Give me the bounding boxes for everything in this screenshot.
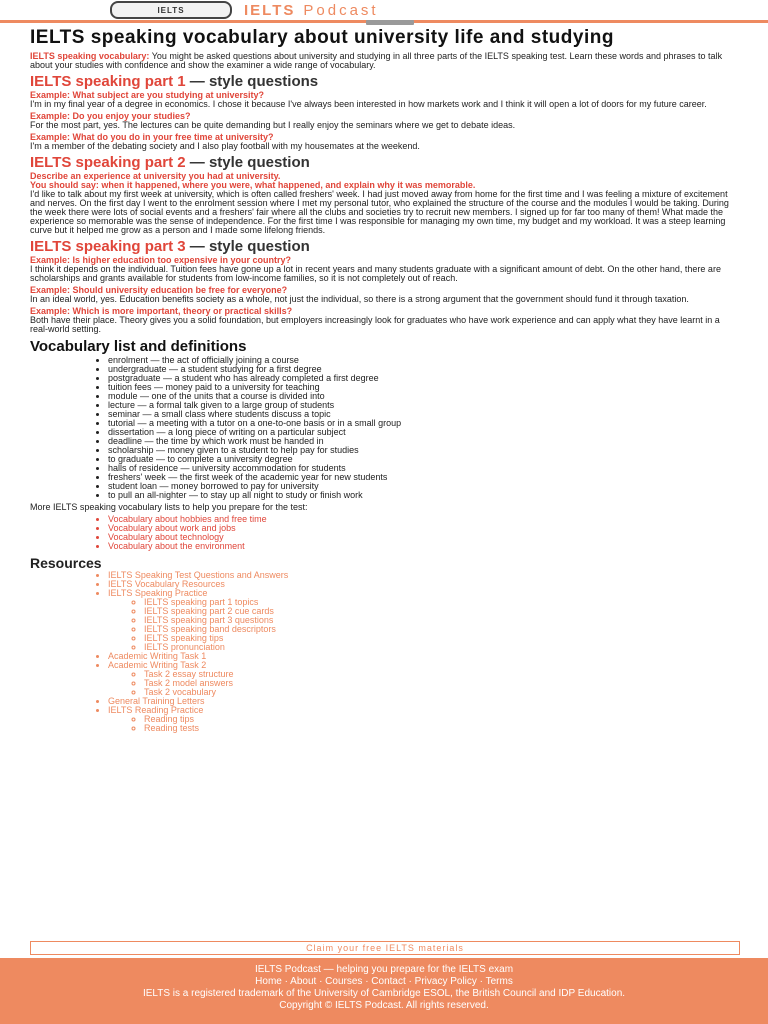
intro-lead: IELTS speaking vocabulary: [30,51,150,61]
part3-heading-link[interactable]: IELTS speaking part 3 [30,238,186,255]
resources-sublist-3 [108,715,740,733]
article [30,27,740,733]
resource-sublink[interactable]: ◦ IELTS speaking band descriptors [144,625,740,634]
resources-list [30,571,740,733]
vocab-item: • lecture — a formal talk given to a large group of students [108,401,740,410]
more-vocab-link[interactable]: • Vocabulary about technology [108,533,740,542]
vocab-item: • dissertation — a long piece of writing on a particular subject [108,428,740,437]
intro-text: You might be asked questions about university and studying in all three parts of the IELTS speaking test. Learn these words and phrases to talk about your studies with confidence and show the examiner a wide range of vocabulary. [30,51,723,70]
resource-sublink[interactable]: ◦ Reading tests [144,724,740,733]
part1-answer-1: I'm in my final year of a degree in economics. I chose it because I've always been interested in how markets work and I think it will open a lot of doors for my future career. [30,99,707,109]
site-footer [0,958,768,1024]
part2-heading-rest: — style question [185,154,310,171]
vocab-item: • undergraduate — a student studying for a first degree [108,365,740,374]
vocab-item: • freshers' week — the first week of the academic year for new students [108,473,740,482]
resource-sublink[interactable]: ◦ IELTS speaking tips [144,634,740,643]
part3-question-3: Example: Which is more important, theory or practical skills? [30,306,293,316]
footer-copyright: Copyright © IELTS Podcast. All rights reserved. [279,1000,489,1011]
resource-sublink[interactable]: ◦ Task 2 essay structure [144,670,740,679]
part2-cue-card: Describe an experience at university you had at university. [30,171,281,181]
part1-question-2: Example: Do you enjoy your studies? [30,111,191,121]
vocab-item: • tutorial — a meeting with a tutor on a one-to-one basis or in a small group [108,419,740,428]
part1-answer-3: I'm a member of the debating society and I also play football with my housemates at the weekend. [30,141,420,151]
resource-link[interactable]: • IELTS Vocabulary Resources [108,580,740,589]
part1-heading-rest: — style questions [185,73,319,90]
resource-sublink[interactable]: ◦ IELTS speaking part 2 cue cards [144,607,740,616]
part3-answer-3: Both have their place. Theory gives you a solid foundation, but employers increasingly look for graduates who have work experience and can apply what they have learnt in a real-world setting. [30,315,720,334]
part1-question-3: Example: What do you do in your free time at university? [30,132,274,142]
resources-sublist-2 [108,670,740,697]
part1-question-1: Example: What subject are you studying at university? [30,90,265,100]
menu-icon[interactable] [366,20,414,25]
resource-link[interactable]: • Academic Writing Task 2 [108,661,740,670]
resource-sublink[interactable]: ◦ IELTS speaking part 1 topics [144,598,740,607]
header-brand[interactable] [110,1,379,19]
footer-trademark: IELTS is a registered trademark of the University of Cambridge ESOL, the British Council and IDP Education. [142,988,626,999]
more-vocab-link[interactable]: • Vocabulary about work and jobs [108,524,740,533]
resources-sublist [108,598,740,652]
resource-sublink[interactable]: ◦ IELTS pronunciation [144,643,740,652]
vocab-heading: Vocabulary list and definitions [30,338,247,355]
page-title: IELTS speaking vocabulary about university life and studying [30,27,614,48]
footer-nav-links[interactable]: Home · About · Courses · Contact · Privacy Policy · Terms [255,976,513,987]
resource-link[interactable]: • IELTS Reading Practice [108,706,740,715]
part3-heading [30,240,740,253]
brand-name-light[interactable]: Podcast [303,1,379,19]
intro-paragraph [30,52,740,70]
more-vocab-note: More IELTS speaking vocabulary lists to help you prepare for the test: [30,502,308,512]
vocab-item: • deadline — the time by which work must be handed in [108,437,740,446]
resource-link[interactable]: • IELTS Speaking Test Questions and Answers [108,571,740,580]
part2-heading [30,156,740,169]
part2-cue-points: You should say: when it happened, where you were, what happened, and explain why it was memorable. [30,180,476,190]
vocab-item: • enrolment — the act of officially joining a course [108,356,740,365]
brand-name-bold[interactable]: IELTS [244,1,296,19]
more-vocab-link[interactable]: • Vocabulary about the environment [108,542,740,551]
part2-answer: I'd like to talk about my first week at university, which is often called freshers' week. I had just moved away from home for the first time and I was feeling a mixture of excitement and nerves. On the first day I went to the enrolment session where I met my personal tutor, who explained the structure of the course and the modules I would be taking. During the week there were lots of social events and a freshers' fair where all the clubs and societies try to recruit new members. I signed up for far too many of them! What made the experience so memorable was the sense of independence. For the first time I was responsible for managing my own time, my budget and my workload. It was a steep learning curve but it helped me grow as a person and I made some lifelong friends. [30,189,729,235]
part1-heading [30,75,740,88]
vocab-item: • postgraduate — a student who has already completed a first degree [108,374,740,383]
part3-question-2: Example: Should university education be free for everyone? [30,285,288,295]
part1-heading-link[interactable]: IELTS speaking part 1 [30,73,186,90]
vocab-item: • module — one of the units that a course is divided into [108,392,740,401]
claim-materials-button[interactable]: Claim your free IELTS materials [30,941,740,955]
part3-answer-1: I think it depends on the individual. Tuition fees have gone up a lot in recent years and many students graduate with a significant amount of debt. On the other hand, there are scholarships and grants available for students from low-income families, so it is not completely out of reach. [30,264,721,283]
resource-link[interactable]: • General Training Letters [108,697,740,706]
part1-answer-2: For the most part, yes. The lectures can be quite demanding but I really enjoy the seminars where we get to debate ideas. [30,120,516,130]
vocab-list [30,356,740,500]
vocab-item: • student loan — money borrowed to pay for university [108,482,740,491]
resource-link[interactable]: • Academic Writing Task 1 [108,652,740,661]
resources-heading: Resources [30,555,102,571]
resource-link[interactable]: • IELTS Speaking Practice [108,589,740,598]
part3-heading-rest: — style question [185,238,310,255]
part3-question-1: Example: Is higher education too expensive in your country? [30,255,292,265]
vocab-item: • halls of residence — university accommodation for students [108,464,740,473]
part2-heading-link[interactable]: IELTS speaking part 2 [30,154,186,171]
vocab-item: • to pull an all-nighter — to stay up all night to study or finish work [108,491,740,500]
more-vocab-link[interactable]: • Vocabulary about hobbies and free time [108,515,740,524]
more-vocab-links [30,515,740,551]
resource-sublink[interactable]: ◦ Task 2 model answers [144,679,740,688]
footer-tagline: IELTS Podcast — helping you prepare for the IELTS exam [254,964,514,975]
resource-sublink[interactable]: ◦ IELTS speaking part 3 questions [144,616,740,625]
vocab-item: • to graduate — to complete a university degree [108,455,740,464]
vocab-item: • scholarship — money given to a student to help pay for studies [108,446,740,455]
vocab-item: • tuition fees — money paid to a university for teaching [108,383,740,392]
vocab-item: • seminar — a small class where students discuss a topic [108,410,740,419]
resource-sublink[interactable]: ◦ Reading tips [144,715,740,724]
site-logo[interactable]: IELTS [110,1,232,19]
resource-sublink[interactable]: ◦ Task 2 vocabulary [144,688,740,697]
part3-answer-2: In an ideal world, yes. Education benefits society as a whole, not just the individual, so there is a strong argument that the government should fund it through taxation. [30,294,689,304]
